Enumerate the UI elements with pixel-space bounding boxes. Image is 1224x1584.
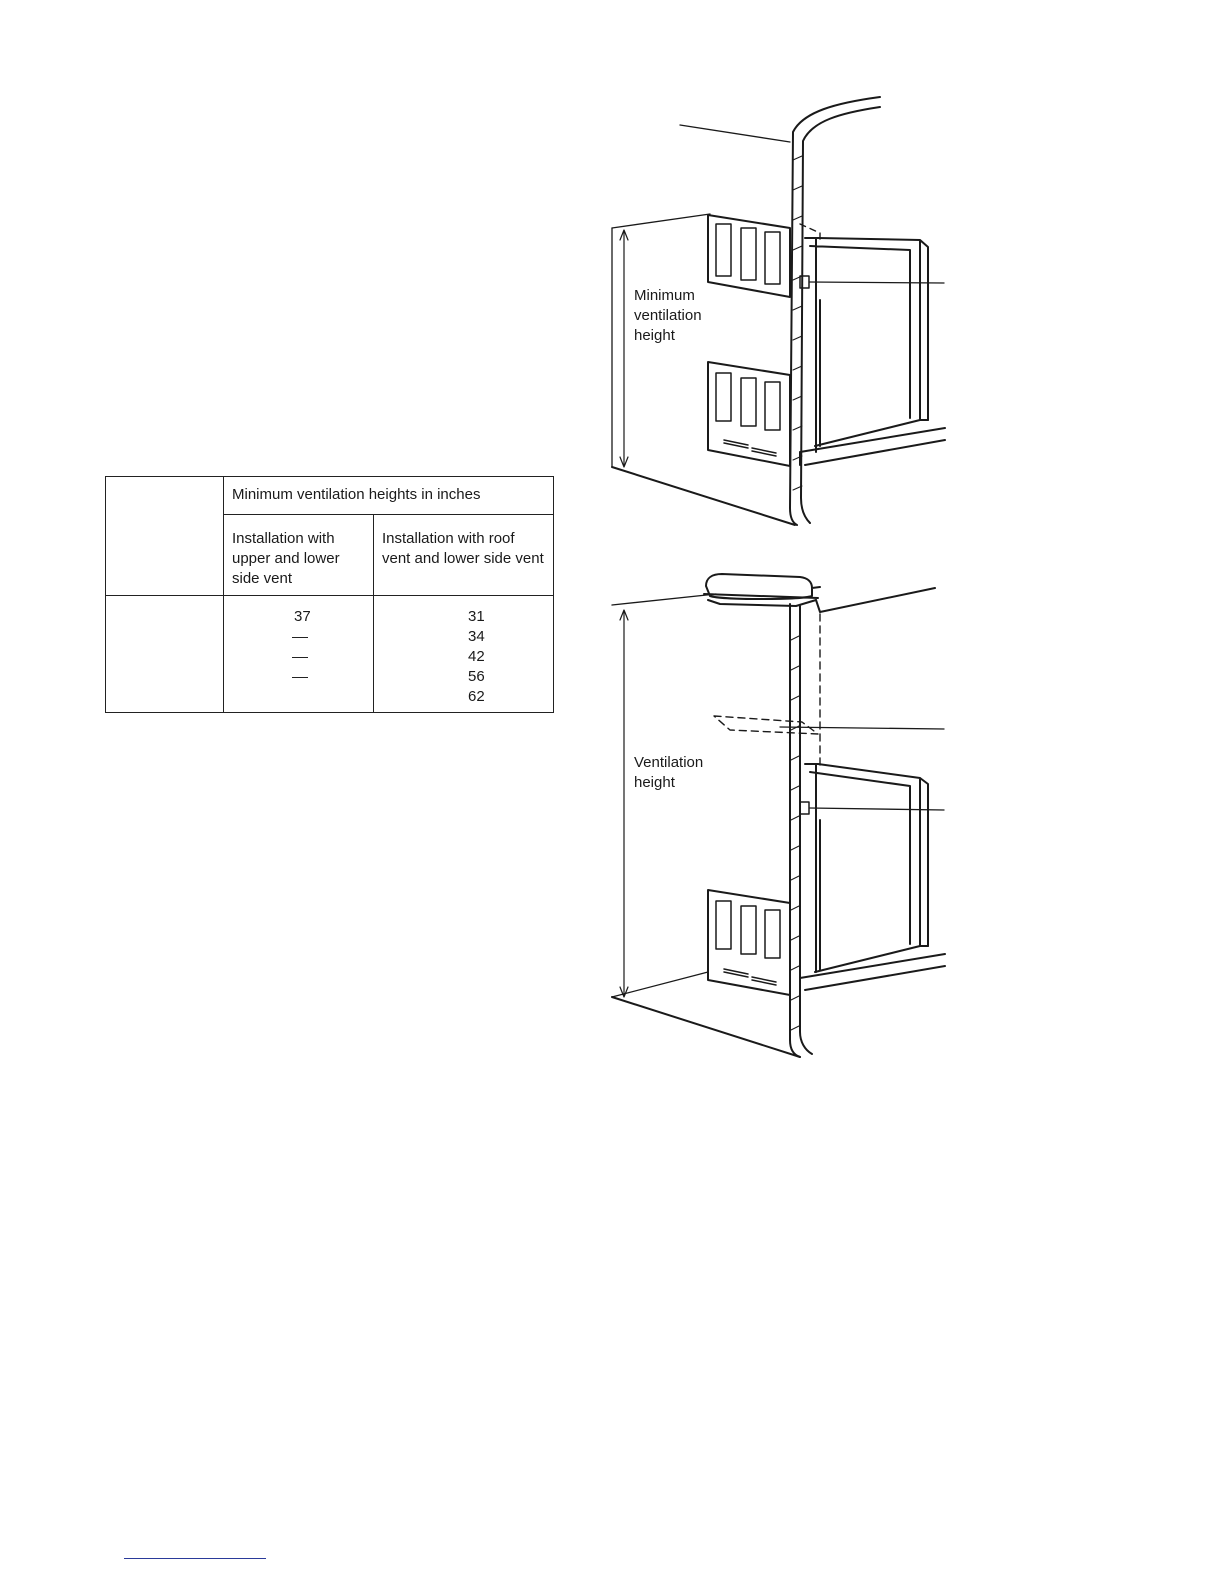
flue-baffle-outline bbox=[714, 716, 818, 734]
leader-line bbox=[810, 282, 944, 283]
floor-line bbox=[612, 997, 800, 1057]
outer-wall-outline bbox=[790, 604, 800, 1057]
label-line: height bbox=[634, 774, 675, 791]
diagram-roof-vent bbox=[612, 574, 945, 1057]
roof-vent-cap bbox=[704, 574, 820, 606]
wall-hatching bbox=[791, 636, 799, 1030]
diagram-side-vents bbox=[612, 97, 945, 525]
lower-vent-slots bbox=[716, 901, 780, 958]
upper-vent-slots bbox=[716, 224, 780, 284]
leader-line bbox=[780, 727, 944, 729]
table-cell: 62 bbox=[468, 688, 485, 705]
leader-line bbox=[612, 594, 716, 605]
label-line: ventilation bbox=[634, 307, 702, 324]
leader-line bbox=[680, 125, 790, 142]
cabinet-floor bbox=[800, 946, 945, 990]
refrigerator-outline bbox=[805, 238, 928, 452]
label-line: Ventilation bbox=[634, 754, 704, 771]
refrigerator-outline bbox=[805, 764, 928, 972]
label-line: height bbox=[634, 327, 675, 344]
table-cell: 34 bbox=[468, 628, 485, 645]
footer-rule bbox=[124, 1558, 266, 1559]
table-group-header: Minimum ventilation heights in inches bbox=[224, 477, 554, 515]
table-cell: 56 bbox=[468, 668, 485, 685]
corner-line bbox=[612, 214, 710, 228]
inner-wall-outline bbox=[801, 107, 880, 523]
roof-line bbox=[816, 588, 935, 612]
cabinet-floor bbox=[800, 420, 945, 465]
label-line: Minimum bbox=[634, 287, 695, 304]
table-cell: 37 bbox=[294, 608, 311, 625]
leader-line bbox=[810, 808, 944, 810]
col-header-roof-vent: Installation with roof vent and lower side vent bbox=[374, 515, 554, 596]
table-cell: 42 bbox=[468, 648, 485, 665]
lower-vent-grille bbox=[724, 969, 776, 985]
floor-line bbox=[612, 467, 795, 525]
col-header-side-vents: Installation with upper and lower side vent bbox=[224, 515, 374, 596]
control-box bbox=[800, 802, 809, 814]
inner-wall-outline bbox=[800, 606, 812, 1054]
table-cell: 31 bbox=[468, 608, 485, 625]
lower-vent-slots bbox=[716, 373, 780, 430]
lower-vent-grille bbox=[724, 440, 776, 456]
corner-line bbox=[612, 972, 708, 997]
